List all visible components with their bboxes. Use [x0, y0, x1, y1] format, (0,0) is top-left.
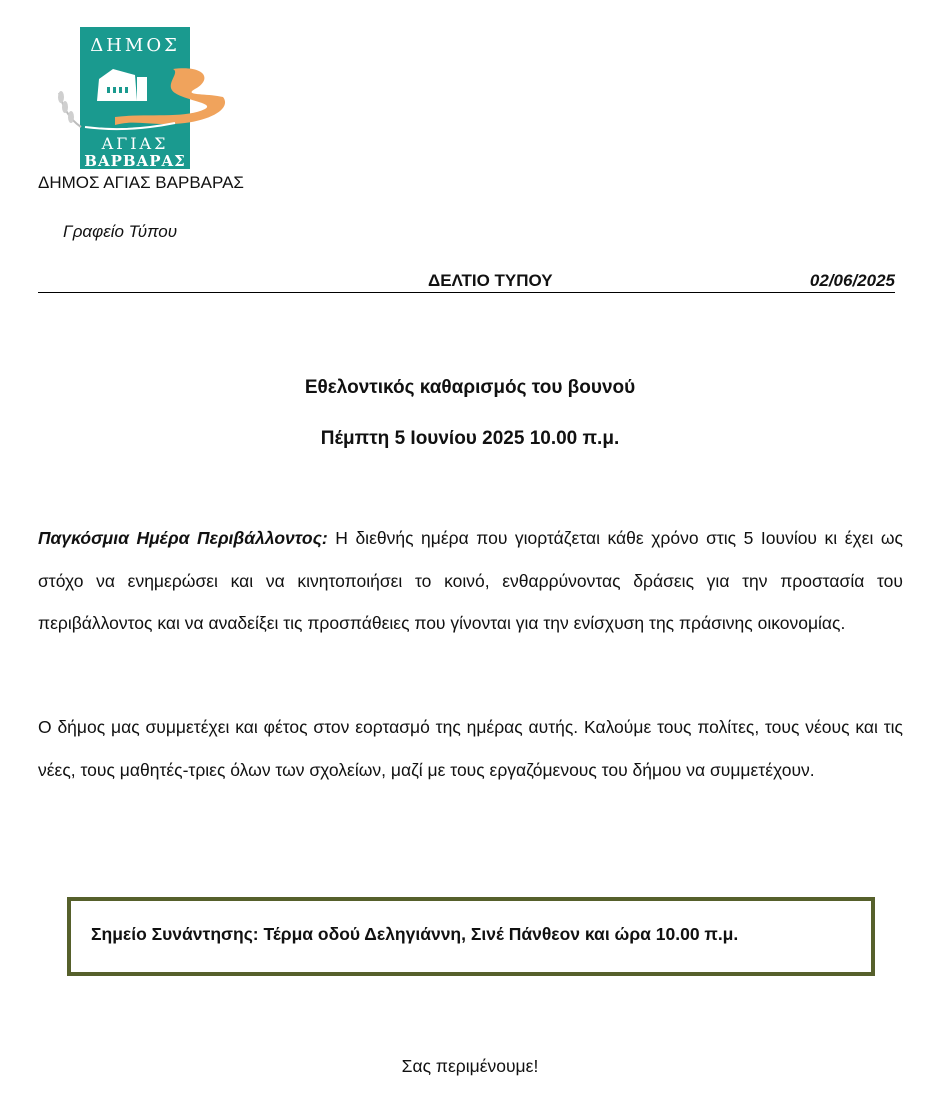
- meeting-point-text: Σημείο Συνάντησης: Τέρμα οδού Δεληγιάννη, Σινέ Πάνθεον και ώρα 10.00 π.μ.: [91, 924, 739, 944]
- paragraph-environment-day: [38, 517, 903, 645]
- municipality-name: ΔΗΜΟΣ ΑΓΙΑΣ ΒΑΡΒΑΡΑΣ: [38, 173, 244, 192]
- press-release-title: ΔΕΛΤΙΟ ΤΥΠΟΥ: [428, 271, 553, 290]
- svg-text:ΒΑΡΒΑΡΑΣ: ΒΑΡΒΑΡΑΣ: [84, 152, 186, 169]
- press-release-header: [38, 270, 895, 293]
- event-title: Εθελοντικός καθαρισμός του βουνού: [304, 377, 636, 398]
- municipality-logo: [55, 27, 230, 169]
- paragraph-invitation: Ο δήμος μας συμμετέχει και φέτος στον εορτασμό της ημέρας αυτής. Καλούμε τους πολίτες, τους νέους και τις νέες, τους μαθητές-τριες όλων των σχολείων, μαζί με τους εργαζόμενους του δήμου να συμμετέχουν.: [38, 717, 903, 780]
- svg-text:ΑΓΙΑΣ: ΑΓΙΑΣ: [101, 134, 169, 153]
- svg-text:ΔΗΜΟΣ: ΔΗΜΟΣ: [90, 35, 180, 56]
- press-office-label: Γραφείο Τύπου: [63, 222, 178, 241]
- paragraph-body: Η διεθνής ημέρα που γιορτάζεται κάθε χρόνο στις 5 Ιουνίου κι έχει ως στόχο να ενημερώσει και να κινητοποιήσει το κοινό, ενθαρρύνοντας δράσεις για την προστασία του περιβάλλοντος και να αναδείξει τις προσπάθειες που γίνονται για την ενίσχυση της πράσινης οικονομίας.: [38, 528, 903, 633]
- release-date: 02/06/2025: [809, 271, 895, 290]
- meeting-point-box: [67, 897, 875, 976]
- paragraph-lead: Παγκόσμια Ημέρα Περιβάλλοντος:: [38, 528, 328, 548]
- closing-text: Σας περιμένουμε!: [401, 1056, 539, 1076]
- event-datetime: Πέμπτη 5 Ιουνίου 2025 10.00 π.μ.: [320, 428, 620, 449]
